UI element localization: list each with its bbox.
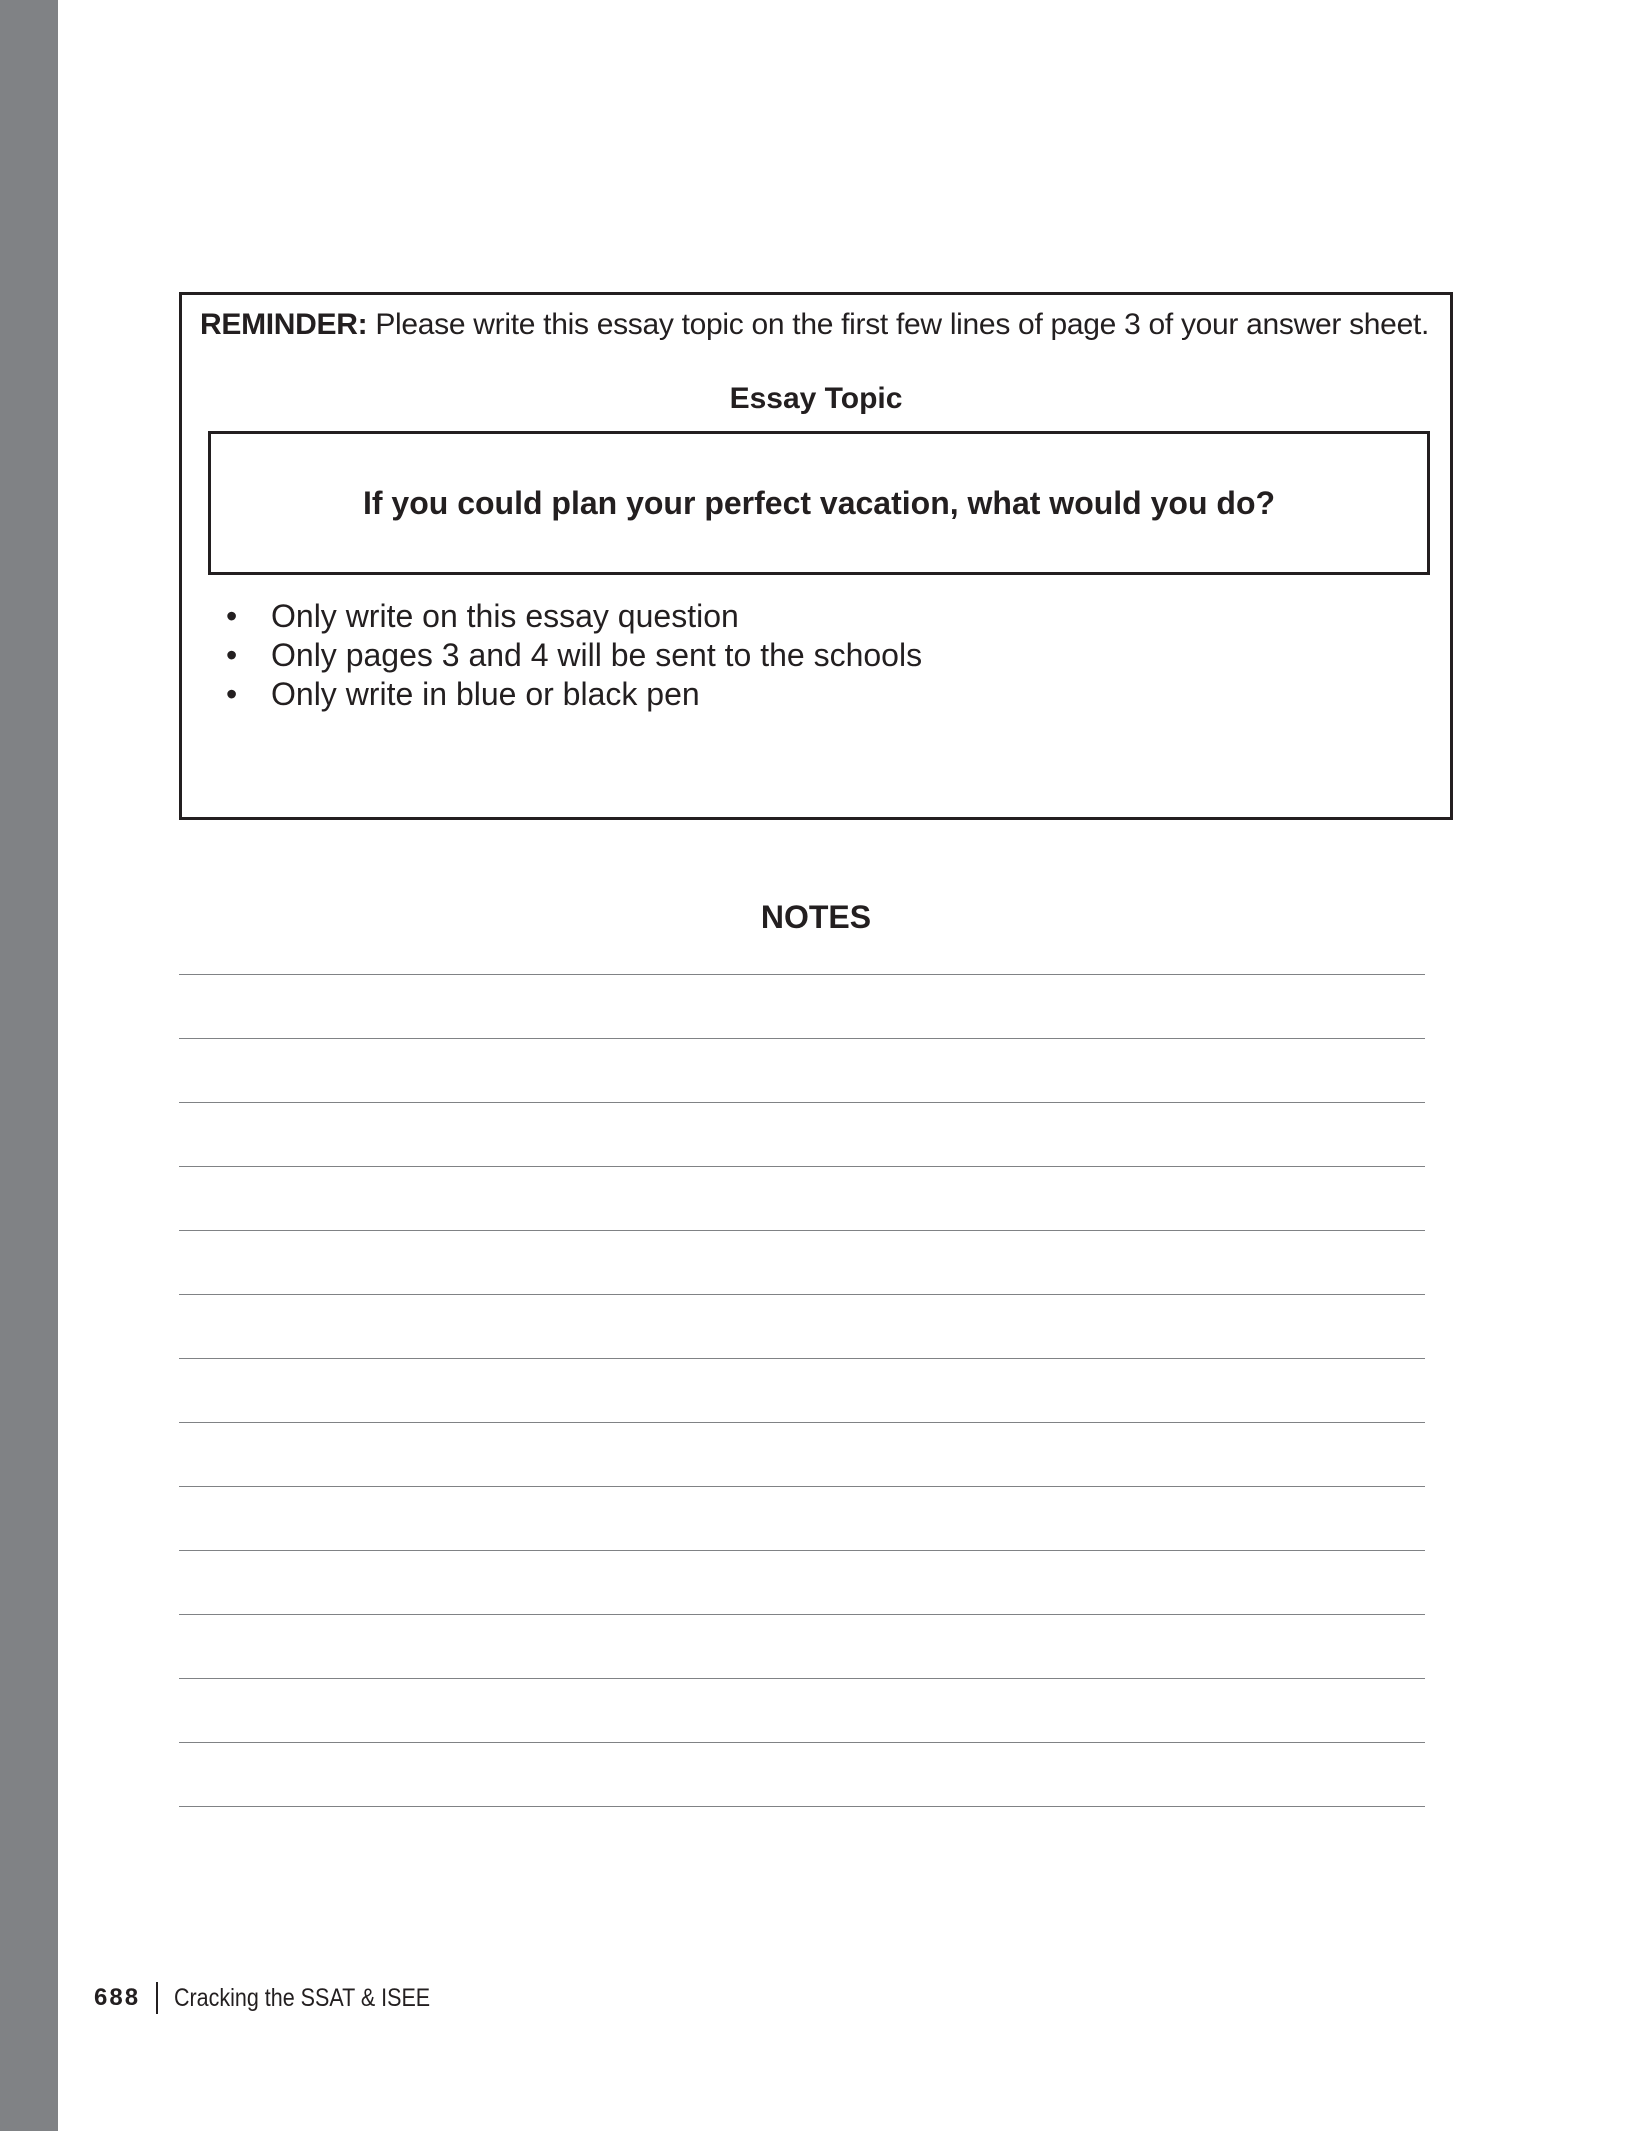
rule-item bbox=[226, 597, 922, 636]
note-line bbox=[179, 1550, 1425, 1614]
note-line bbox=[179, 1678, 1425, 1742]
notes-title: NOTES bbox=[760, 899, 872, 935]
footer-divider bbox=[156, 1982, 158, 2014]
bullet-icon: • bbox=[226, 676, 238, 712]
note-line bbox=[179, 1230, 1425, 1294]
rule-text: Only write in blue or black pen bbox=[271, 676, 700, 712]
note-line bbox=[179, 1614, 1425, 1678]
reminder-box bbox=[179, 292, 1453, 820]
reminder-text: Please write this essay topic on the first few lines of page 3 of your answer sheet. bbox=[367, 308, 1430, 341]
note-line bbox=[179, 1294, 1425, 1358]
note-line bbox=[179, 1806, 1425, 1870]
note-line bbox=[179, 1486, 1425, 1550]
rule-item bbox=[226, 675, 922, 714]
page-number: 688 bbox=[94, 1984, 141, 2011]
bullet-icon: • bbox=[226, 598, 238, 634]
essay-topic-heading: Essay Topic bbox=[729, 382, 903, 415]
side-bar bbox=[0, 0, 58, 2131]
note-line bbox=[179, 1102, 1425, 1166]
note-line bbox=[179, 974, 1425, 1038]
rule-text: Only pages 3 and 4 will be sent to the schools bbox=[271, 637, 923, 673]
note-line bbox=[179, 1358, 1425, 1422]
notes-lines bbox=[179, 974, 1425, 1870]
note-line bbox=[179, 1422, 1425, 1486]
note-line bbox=[179, 1742, 1425, 1806]
rules-list bbox=[226, 597, 922, 714]
essay-topic-text: If you could plan your perfect vacation, what would you do? bbox=[362, 485, 1276, 521]
bullet-icon: • bbox=[226, 637, 238, 673]
essay-topic-box bbox=[208, 431, 1430, 575]
note-line bbox=[179, 1166, 1425, 1230]
rule-item bbox=[226, 636, 922, 675]
note-line bbox=[179, 1038, 1425, 1102]
rule-text: Only write on this essay question bbox=[271, 598, 739, 634]
reminder-line bbox=[200, 307, 1429, 343]
reminder-label: REMINDER: bbox=[200, 308, 368, 341]
book-title: Cracking the SSAT & ISEE bbox=[174, 1983, 431, 2012]
page-footer bbox=[94, 1982, 472, 2014]
